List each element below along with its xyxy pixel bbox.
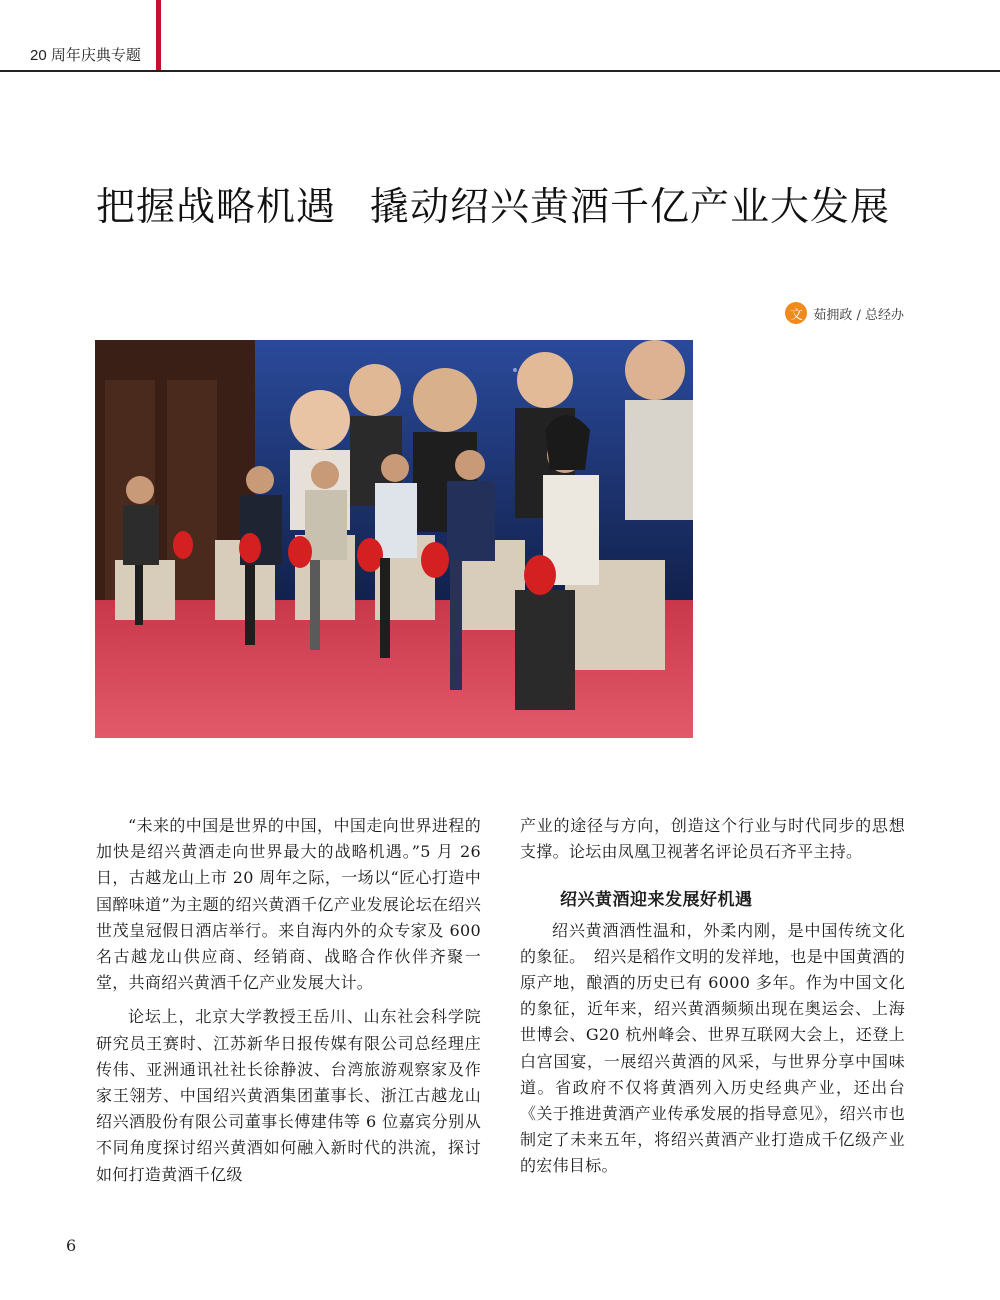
paragraph-continuation: 产业的途径与方向，创造这个行业与时代同步的思想支撑。论坛由凤凰卫视著名评论员石齐平主持。 [520, 816, 905, 862]
paragraph: “未来的中国是世界的中国，中国走向世界进程的加快是绍兴黄酒走向世界最大的战略机遇。”5 月 26 日，古越龙山上市 20 周年之际，一场以“匠心打造中国醉味道”为主题的绍兴黄酒千亿产业发展论坛在绍兴世茂皇冠假日酒店举行。来自海内外的众专家及 600 名古越龙山供应商、经销商、战略合作伙伴齐聚一堂，共商绍兴黄酒千亿产业发展大计。 [96, 816, 481, 993]
paragraph: 论坛上，北京大学教授王岳川、山东社会科学院研究员王赛时、江苏新华日报传媒有限公司总经理庄传伟、亚洲通讯社社长徐静波、台湾旅游观察家及作家王翎芳、中国绍兴黄酒集团董事长、浙江古越龙山绍兴酒股份有限公司董事长傅建伟等 6 位嘉宾分别从不同角度探讨绍兴黄酒如何融入新时代的洪流，探讨如何打造黄酒千亿级 [96, 1007, 481, 1184]
body-column-right [520, 813, 905, 1180]
author-icon: 文 [785, 302, 807, 324]
forum-panel-photo [95, 340, 693, 738]
byline [785, 302, 904, 324]
body-column-left [96, 813, 481, 1188]
page-number: 6 [66, 1236, 77, 1255]
section-subheading: 绍兴黄酒迎来发展好机遇 [560, 890, 753, 911]
header-accent-bar [156, 0, 161, 71]
article-title-part2: 撬动绍兴黄酒千亿产业大发展 [370, 185, 891, 230]
article-title [96, 176, 956, 232]
section-label: 20 周年庆典专题 [30, 47, 141, 64]
header-rule [0, 70, 1000, 72]
byline-text: 茹拥政 / 总经办 [813, 307, 904, 323]
paragraph: 绍兴黄酒酒性温和，外柔内刚，是中国传统文化的象征。 绍兴是稻作文明的发祥地，也是中国黄酒的原产地，酿酒的历史已有 6000 多年。作为中国文化的象征，近年来，绍兴黄酒频频出现在奥运会、上海世博会、G20 杭州峰会、世界互联网大会上，还登上白宫国宴，一展绍兴黄酒的风采，与世界分享中国味道。省政府不仅将黄酒列入历史经典产业，还出台《关于推进黄酒产业传承发展的指导意见》，绍兴市也制定了未来五年，将绍兴黄酒产业打造成千亿级产业的宏伟目标。 [520, 920, 905, 1176]
article-title-part1: 把握战略机遇 [96, 185, 337, 230]
